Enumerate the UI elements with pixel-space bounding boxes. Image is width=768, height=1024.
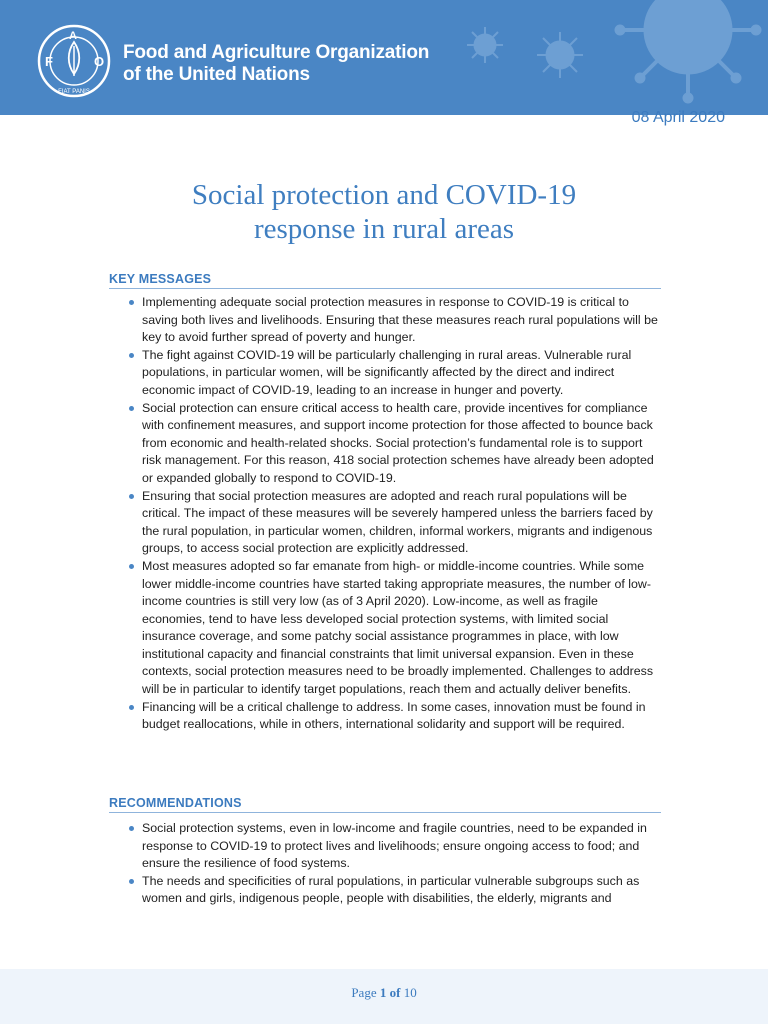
recommendations-heading: RECOMMENDATIONS xyxy=(109,796,661,813)
list-item: The needs and specificities of rural populations, in particular vulnerable subgroups such as women and girls, indigenous people, people with disabilities, the elderly, migrants and xyxy=(109,873,661,908)
key-messages-list xyxy=(109,294,661,734)
list-item: Most measures adopted so far emanate from high- or middle-income countries. While some lower middle-income countries have started taking appropriate measures, the number of low-income countries is still very low (as of 3 April 2020). Low-income, as well as fragile economies, tend to have less developed social protection systems, with limited social insurance coverage, and some patchy social assistance programmes in place, with low institutional capacity and financial constraints that limit universal expansion. Even in these contexts, social protection measures need to be broadly implemented. Challenges to address will be in particular to identify target populations, reach them and actually deliver benefits. xyxy=(109,558,661,699)
logo-letter-o: O xyxy=(94,54,105,69)
bullet-icon xyxy=(129,494,134,499)
list-item: Financing will be a critical challenge to address. In some cases, innovation must be found in budget reallocations, while in others, international solidarity and support will be required. xyxy=(109,699,661,734)
bullet-icon xyxy=(129,705,134,710)
publication-date: 08 April 2020 xyxy=(631,109,725,126)
fao-logo-icon xyxy=(37,24,111,98)
logo-letter-a: A xyxy=(69,30,77,42)
title-line2: response in rural areas xyxy=(253,213,515,245)
key-messages-heading: KEY MESSAGES xyxy=(109,272,661,289)
bullet-icon xyxy=(129,300,134,305)
list-item: Ensuring that social protection measures are adopted and reach rural populations will be critical. The impact of these measures will be severely hampered unless the barriers faced by the rural population, in particular women, children, informal workers, migrants and indigenous groups, to access social protection are explicitly addressed. xyxy=(109,488,661,558)
list-item: Implementing adequate social protection measures in response to COVID-19 is critical to saving both lives and livelihoods. Ensuring that these measures reach rural populations will be key to avoid further spread of poverty and hunger. xyxy=(109,294,661,347)
logo-letter-f: F xyxy=(45,54,53,69)
bullet-icon xyxy=(129,564,134,569)
org-name-line1: Food and Agriculture Organization xyxy=(123,42,430,63)
org-name-line2: of the United Nations xyxy=(123,64,310,85)
header-band xyxy=(0,0,768,115)
page-footer xyxy=(0,969,768,1024)
list-item: Social protection can ensure critical access to health care, provide incentives for compliance with confinement measures, and support income protection for those affected to bounce back from economic and health-related shocks. Social protection’s fundamental role is to support risk management. For this reason, 418 social protection schemes have already been adopted or expanded globally to respond to COVID-19. xyxy=(109,400,661,488)
bullet-icon xyxy=(129,353,134,358)
bullet-icon xyxy=(129,406,134,411)
bullet-icon xyxy=(129,826,134,831)
list-item: Social protection systems, even in low-income and fragile countries, need to be expanded in response to COVID-19 to protect lives and livelihoods; ensure ongoing access to food; and ensure the resilience of food systems. xyxy=(109,820,661,873)
bullet-icon xyxy=(129,879,134,884)
document-title xyxy=(0,178,768,246)
organization-name xyxy=(123,42,429,86)
logo-motto: FIAT PANIS xyxy=(58,89,90,95)
recommendations-list xyxy=(109,820,661,908)
title-line1: Social protection and COVID-19 xyxy=(191,179,577,211)
list-item: The fight against COVID-19 will be particularly challenging in rural areas. Vulnerable rural populations, in particular women, will be significantly affected by the direct and indirect economic impact of COVID-19, leading to an increase in hunger and poverty. xyxy=(109,347,661,400)
page-number: Page 1 of 10 xyxy=(351,985,417,1000)
